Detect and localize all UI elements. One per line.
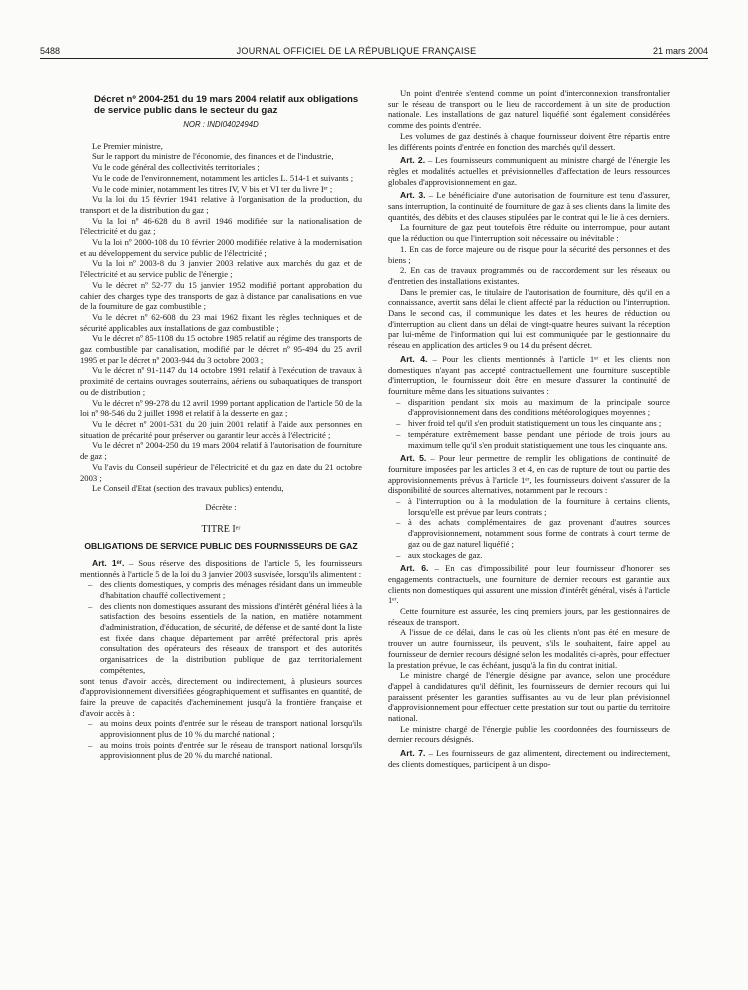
visa-paragraph: Le Premier ministre,: [92, 140, 163, 151]
list-item: – hiver froid tel qu'il s'en produit statistiquement un tous les cinquante ans ;: [408, 418, 670, 429]
list-item: – aux stockages de gaz.: [408, 550, 670, 561]
article-4: Art. 4. – Pour les clients mentionnés à l'article 1ᵉʳ et les clients non domestiques n'ayant pas accepté contractuellement une fourniture susceptible d'interruption, le fournisseur doit être en mesure d'assurer la continuité de fourniture même dans les situations suivantes :: [388, 353, 670, 396]
article-1-continuation: sont tenus d'avoir accès, directement ou indirectement, à plusieurs sources d'approvisionnement diversifiées géographiquement et suffisantes en quantité, de faire la preuve de capacités d'acheminement jusqu'à la frontière française et d'avoir accès à :: [80, 675, 362, 718]
visa-paragraph: Vu le décret nº 85-1108 du 15 octobre 1985 relatif au régime des transports de gaz combustible par canalisation, modifié par le décret nº 95-494 du 25 avril 1995 et par le décret nº 2003-944 du 3 octobre 2003 ;: [80, 333, 362, 365]
list-item: – au moins trois points d'entrée sur le réseau de transport national lorsqu'ils approvisionnent plus de 20 % du marché national.: [100, 740, 362, 761]
visa-paragraph: Vu le code minier, notamment les titres IV, V bis et VI ter du livre Iᵉʳ ;: [92, 183, 333, 194]
article-5-list: [388, 496, 670, 560]
visa-paragraph: Vu le décret nº 52-77 du 15 janvier 1952 modifié portant approbation du cahier des charges type des transports de gaz à distance par canalisations en vue de la fourniture de gaz combustible ;: [80, 279, 362, 312]
page-number: 5488: [40, 46, 61, 56]
article-label: Art. 6.: [400, 563, 429, 574]
article-5: Art. 5. – Pour leur permettre de remplir les obligations de continuité de fourniture imposées par les articles 3 et 4, en cas de rupture de tout ou partie des approvisionnements prévus à l'article 1ᵉʳ, les fournisseurs doivent s'assurer de la disponibilité de sources alternatives, notamment par le recours :: [388, 453, 670, 496]
visa-paragraph: Vu la loi nº 2003-8 du 3 janvier 2003 relative aux marchés du gaz et de l'électricité et au service public de l'énergie ;: [80, 258, 362, 280]
paragraph: Cette fourniture est assurée, les cinq premiers jours, par les gestionnaires de réseaux de transport.: [388, 606, 670, 627]
visa-paragraph: Vu le décret nº 91-1147 du 14 octobre 1991 relatif à l'exécution de travaux à proximité de certains ouvrages souterrains, aériens ou subaquatiques de transport ou de distribution ;: [80, 365, 362, 397]
nor-reference: NOR : INDI0402494D: [183, 120, 259, 129]
visa-paragraph: Sur le rapport du ministre de l'économie, des finances et de l'industrie,: [92, 151, 334, 162]
visa-paragraph: Vu l'avis du Conseil supérieur de l'électricité et du gaz en date du 21 octobre 2003 ;: [80, 461, 362, 483]
visa-paragraph: Vu le décret nº 62-608 du 23 mai 1962 fixant les règles techniques et de sécurité applicables aux installations de gaz combustible ;: [80, 311, 362, 333]
article-label: Art. 1ᵉʳ.: [92, 557, 125, 568]
journal-title: JOURNAL OFFICIEL DE LA RÉPUBLIQUE FRANÇAISE: [236, 46, 477, 56]
article-label: Art. 5.: [400, 453, 427, 464]
visa-paragraph: Vu la loi du 15 février 1941 relative à l'organisation de la production, du transport et de la distribution du gaz ;: [80, 194, 362, 215]
article-4-list: [388, 397, 670, 451]
visa-paragraph: Vu le décret nº 2004-250 du 19 mars 2004 relatif à l'autorisation de fourniture de gaz ;: [80, 440, 362, 462]
paragraph: Le ministre chargé de l'énergie désigne par avance, selon une procédure d'appel à candidatures qu'il définit, les fournisseurs de dernier recours qui lui paraissent présenter les garanties suffisantes au vu de leur plan prévisionnel d'approvisionnement pour effectuer cette prestation sur tout ou partie du territoire national.: [388, 670, 670, 724]
article-label: Art. 2.: [400, 155, 426, 166]
right-column: [388, 88, 670, 978]
visa-paragraph: Le Conseil d'Etat (section des travaux publics) entendu,: [92, 483, 284, 494]
article-label: Art. 3.: [400, 190, 426, 201]
paragraph: Un point d'entrée s'entend comme un point d'interconnexion transfrontalier sur le réseau de transport ou le lieu de raccordement à un site de production nationale. Les installations de gaz naturel liquéfié sont également considérées comme des points d'entrée.: [388, 88, 670, 131]
article-3: Art. 3. – Le bénéficiaire d'une autorisation de fourniture est tenu d'assurer, sans interruption, la continuité de fourniture de gaz à ses clients dans la limite des quantités, des débits et des clauses stipulées par le contrat qui le lie à ces derniers.: [388, 190, 670, 222]
visa-paragraph: Vu la loi nº 46-628 du 8 avril 1946 modifiée sur la nationalisation de l'électricité et du gaz ;: [80, 215, 362, 237]
paragraph: La fourniture de gaz peut toutefois être réduite ou interrompue, pour autant que la réduction ou que l'interruption soit nécessaire ou inévitable :: [388, 222, 670, 244]
paragraph: Le ministre chargé de l'énergie publie les coordonnées des fournisseurs de dernier recours désignés.: [388, 723, 670, 745]
paragraph: 1. En cas de force majeure ou de risque pour la sécurité des personnes et des biens ;: [388, 243, 670, 265]
article-label: Art. 7.: [400, 748, 426, 759]
article-1-list-2: [80, 718, 362, 761]
decree-title: Décret nº 2004-251 du 19 mars 2004 relatif aux obligations de service public dans le secteur du gaz: [94, 94, 359, 116]
paragraph: 2. En cas de travaux programmés ou de raccordement sur les réseaux ou d'entretien des installations existantes.: [388, 265, 670, 286]
article-label: Art. 4.: [400, 353, 428, 364]
paragraph: Les volumes de gaz destinés à chaque fournisseur doivent être répartis entre les différents points d'entrée en fonction des marchés qu'il dessert.: [388, 130, 670, 152]
visas-list: [80, 141, 362, 494]
article-6: Art. 6. – En cas d'impossibilité pour leur fournisseur d'honorer ses engagements contractuels, une fourniture de dernier recours est garantie aux clients non domestiques qui assurent une mission d'intérêt général, visés à l'article 1ᵉʳ.: [388, 563, 670, 606]
header-rule: [40, 58, 708, 59]
article-7: Art. 7. – Les fournisseurs de gaz alimentent, directement ou indirectement, des clients domestiques, participent à un dispo-: [388, 748, 670, 769]
issue-date: 21 mars 2004: [652, 46, 708, 56]
list-item: – des clients domestiques, y compris des ménages résidant dans un immeuble d'habitation chauffé collectivement ;: [100, 579, 362, 600]
titre-subtitle: OBLIGATIONS DE SERVICE PUBLIC DES FOURNISSEURS DE GAZ: [84, 541, 358, 552]
article-3-paragraphs: [388, 222, 670, 350]
titre-heading: TITRE Iᵉʳ: [201, 523, 241, 535]
list-item: – à des achats complémentaires de gaz provenant d'autres sources d'approvisionnement, notamment sous forme de contrats à court terme de gaz ou de gaz naturel liquéfié ;: [408, 517, 670, 549]
list-item: – à l'interruption ou à la modulation de la fourniture à certains clients, lorsqu'elle est prévue par leurs contrats ;: [408, 496, 670, 517]
list-item: – au moins deux points d'entrée sur le réseau de transport national lorsqu'ils approvisionnent plus de 10 % du marché national ;: [100, 718, 362, 739]
visa-paragraph: Vu la loi nº 2000-108 du 10 février 2000 modifiée relative à la modernisation et au développement du service public de l'électricité ;: [80, 237, 362, 258]
entry-point-paragraphs: [388, 88, 670, 152]
article-2: Art. 2. – Les fournisseurs communiquent au ministre chargé de l'énergie les règles et modalités actuelles et prévisionnelles d'affectation de leurs ressources globales d'approvisionnement en gaz.: [388, 155, 670, 187]
paragraph: A l'issue de ce délai, dans le cas où les clients n'ont pas été en mesure de trouver un autre fournisseur, ils peuvent, s'ils le souhaitent, faire appel au fournisseur de dernier recours désigné selon les modalités ci-après, pour effectuer la prestation prévue, le cas échéant, jusqu'à la fin du contrat initial.: [388, 627, 670, 670]
list-item: – des clients non domestiques assurant des missions d'intérêt général liées à la satisfaction des besoins essentiels de la nation, en matière notamment d'administration, d'éducation, de sécurité, de défense et de santé dont la liste est fixée dans chaque département par arrêté préfectoral pris après consultation des opérateurs des réseaux de transport et des autorités organisatrices de la distribution publique de gaz territorialement compétentes,: [100, 601, 362, 676]
list-item: – disparition pendant six mois au maximum de la principale source d'approvisionnement dans des conditions météorologiques moyennes ;: [408, 397, 670, 418]
left-column: [80, 88, 362, 978]
article-1: Art. 1ᵉʳ. – Sous réserve des dispositions de l'article 5, les fournisseurs mentionnés à l'article 5 de la loi du 3 janvier 2003 susvisée, lorsqu'ils alimentent :: [80, 557, 362, 579]
list-item: – température extrêmement basse pendant une période de trois jours au maximum telle qu'il s'en produit statistiquement une tous les cinquante ans.: [408, 429, 670, 450]
article-1-list: [80, 579, 362, 675]
paragraph: Dans le premier cas, le titulaire de l'autorisation de fourniture, dès qu'il en a connaissance, avertit sans délai le client affecté par la réduction ou l'interruption. Dans le second cas, il communique les dates et les heures de réduction ou d'interruption au client dans un délai de vingt-quatre heures suivant la réception par lui-même de l'information qui lui est communiquée par le gestionnaire du réseau en application des articles 9 ou 14 du présent décret.: [388, 286, 670, 351]
visa-paragraph: Vu le code général des collectivités territoriales ;: [92, 162, 260, 173]
decrete-line: Décrète :: [205, 501, 237, 512]
article-6-paragraphs: [388, 606, 670, 745]
visa-paragraph: Vu le code de l'environnement, notamment les articles L. 514-1 et suivants ;: [92, 172, 354, 183]
page-header: [40, 40, 708, 56]
visa-paragraph: Vu le décret nº 99-278 du 12 avril 1999 portant application de l'article 50 de la loi nº 98-546 du 2 juillet 1998 et relatif à la desserte en gaz ;: [80, 397, 362, 419]
visa-paragraph: Vu le décret nº 2001-531 du 20 juin 2001 relatif à l'aide aux personnes en situation de précarité pour préserver ou garantir leur accès à l'électricité ;: [80, 418, 362, 440]
